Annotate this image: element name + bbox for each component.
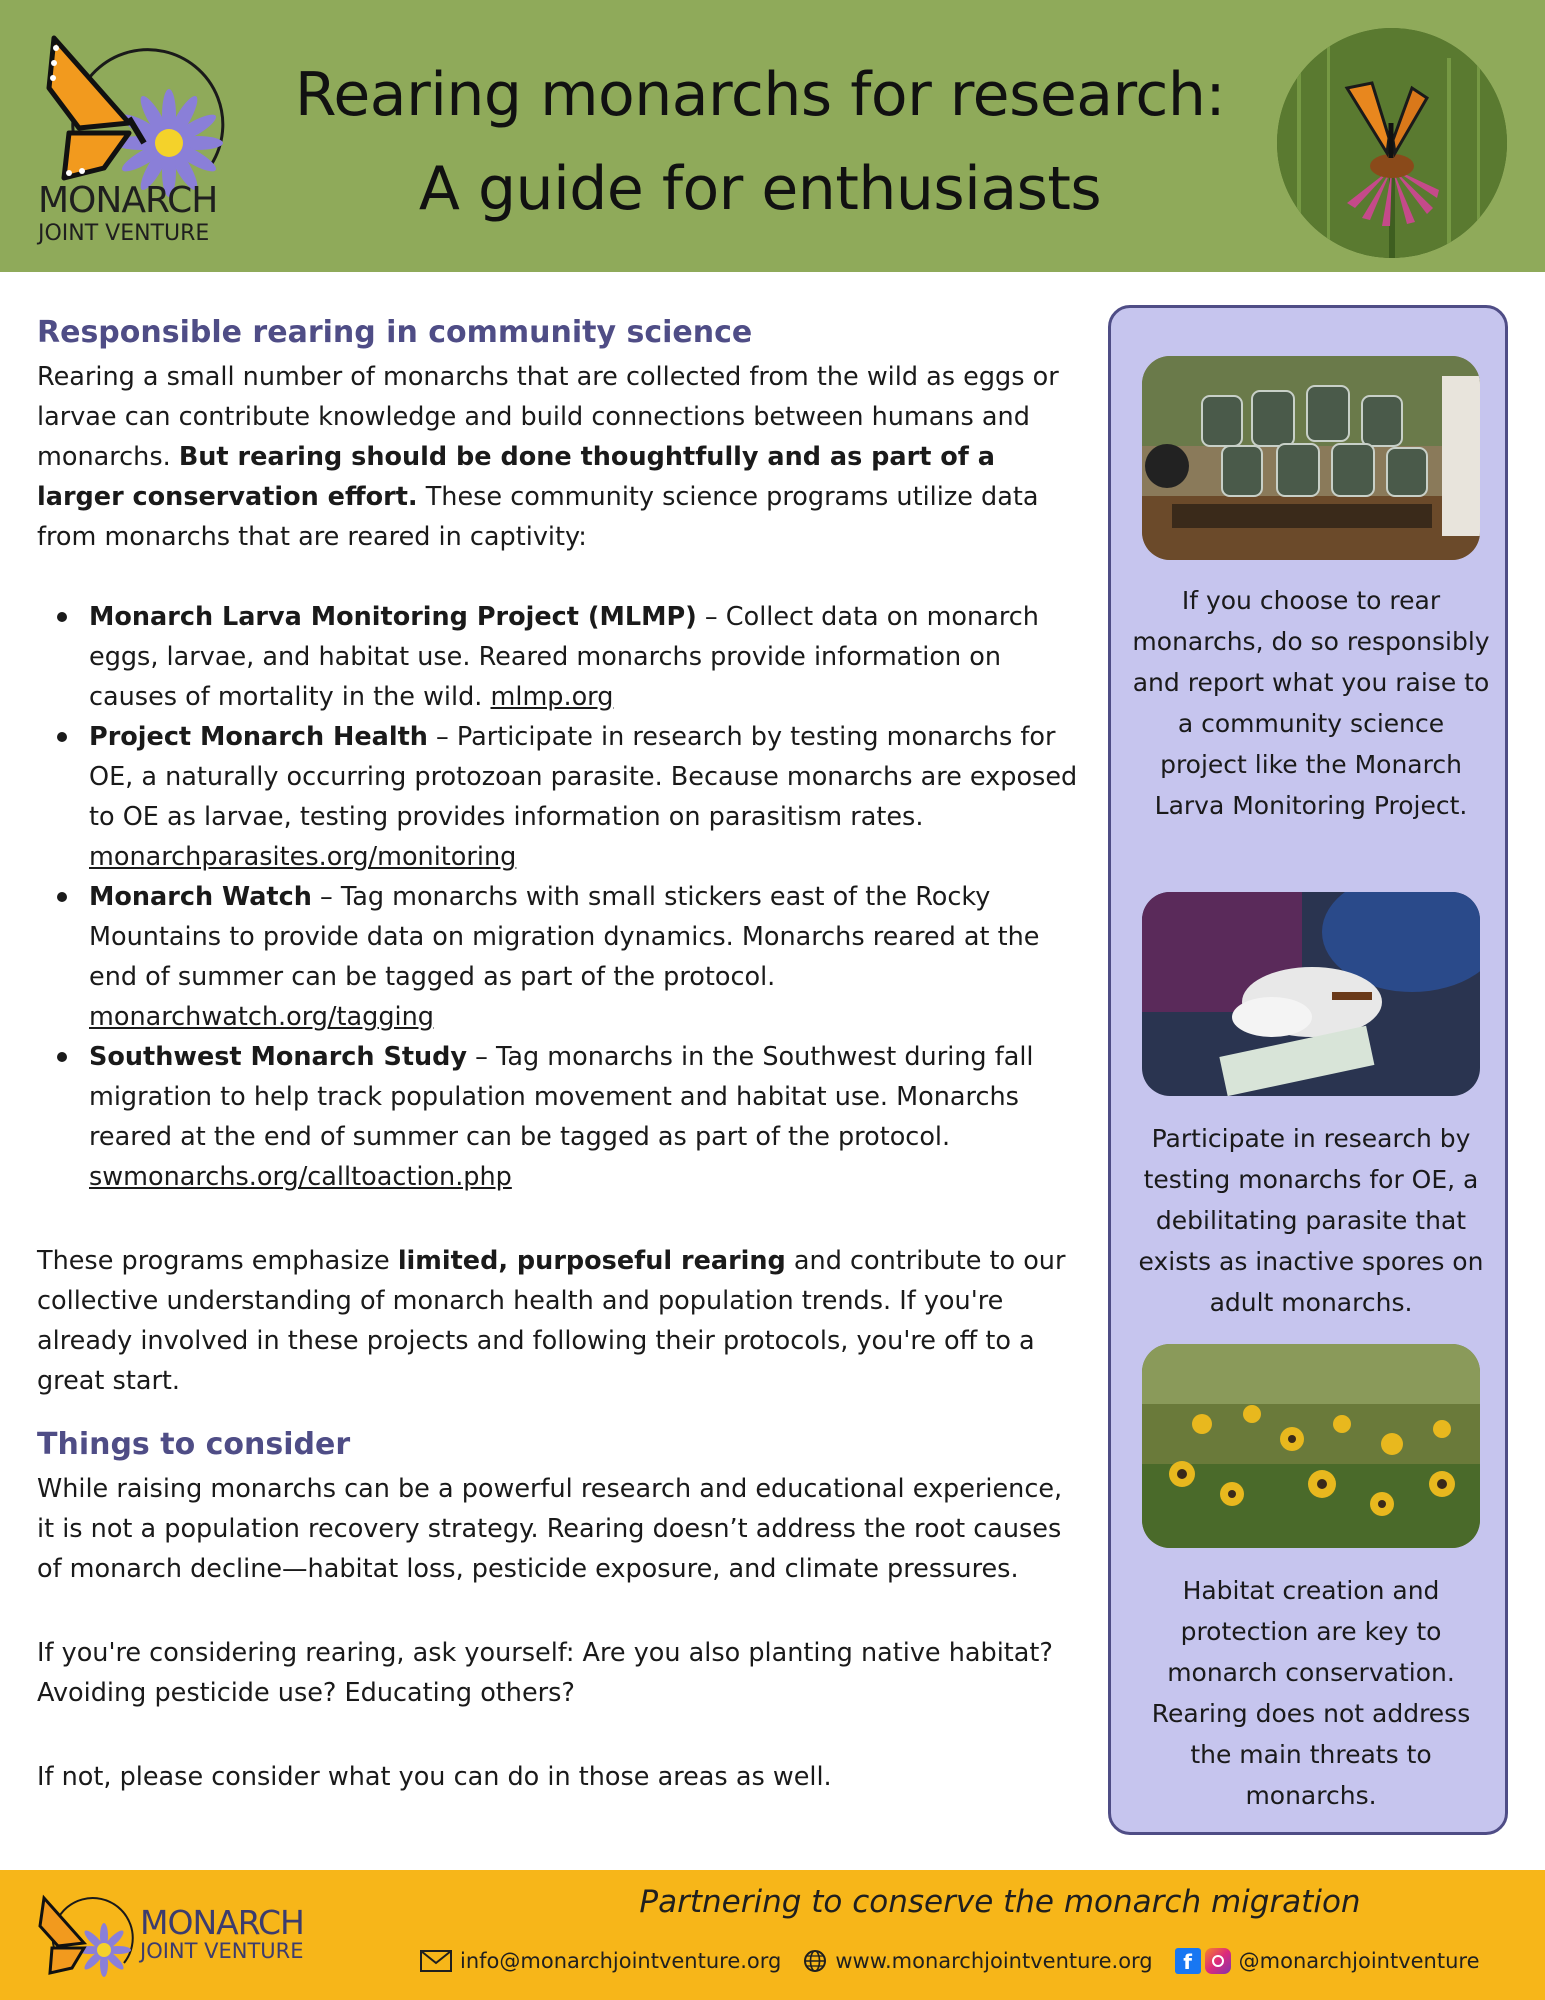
list-item bbox=[37, 877, 1087, 1037]
program-description: – Tag monarchs with small stickers east of the Rocky Mountains to provide data on migration dynamics. Monarchs reared at the end of summer can be tagged as part of the protocol. bbox=[89, 882, 1040, 992]
page-title bbox=[270, 48, 1250, 236]
program-link[interactable]: swmonarchs.org/calltoaction.php bbox=[89, 1162, 512, 1192]
envelope-icon bbox=[420, 1950, 452, 1972]
consider-paragraph-2: If you're considering rearing, ask yourself: Are you also planting native habitat? Avoiding pesticide use? Educating others? bbox=[37, 1638, 1053, 1708]
intro-text-bold: But rearing should be done thoughtfully and as part of a larger conservation effort. bbox=[37, 442, 995, 512]
coneflower-photo-illustration bbox=[1277, 28, 1507, 258]
social-contact[interactable] bbox=[1175, 1948, 1480, 1974]
title-line-1: Rearing monarchs for research: bbox=[294, 60, 1226, 130]
program-name: Monarch Watch bbox=[89, 882, 312, 912]
email-contact[interactable] bbox=[420, 1949, 781, 1973]
prairie-flowers-illustration bbox=[1142, 1344, 1480, 1548]
footer-wordmark-big: MONARCH bbox=[140, 1903, 304, 1942]
rearing-jars-illustration bbox=[1142, 356, 1480, 560]
main-content bbox=[37, 313, 1087, 1797]
program-description: – Collect data on monarch eggs, larvae, and habitat use. Reared monarchs provide information on causes of mortality in the wild. bbox=[89, 602, 1039, 712]
summary-text-bold: limited, purposeful rearing bbox=[397, 1246, 786, 1276]
program-name: Project Monarch Health bbox=[89, 722, 428, 752]
program-link[interactable]: monarchwatch.org/tagging bbox=[89, 1002, 434, 1032]
footer-contact-row bbox=[420, 1948, 1520, 1974]
monarch-on-coneflower-photo bbox=[1277, 28, 1507, 258]
header-logo-text bbox=[38, 180, 258, 246]
program-link[interactable]: monarchparasites.org/monitoring bbox=[89, 842, 517, 872]
program-list bbox=[37, 597, 1087, 1197]
intro-text-b: These community science programs utilize data from monarchs that are reared in captivity: bbox=[37, 482, 1039, 552]
facebook-icon[interactable]: f bbox=[1175, 1948, 1201, 1974]
programs-summary-paragraph bbox=[37, 1241, 1087, 1401]
footer-tagline: Partnering to conserve the monarch migration bbox=[639, 1884, 1361, 1920]
program-link[interactable]: mlmp.org bbox=[490, 682, 614, 712]
prairie-flowers-photo bbox=[1142, 1344, 1480, 1548]
instagram-icon[interactable] bbox=[1205, 1948, 1231, 1974]
list-item bbox=[37, 717, 1087, 877]
email-address[interactable]: info@monarchjointventure.org bbox=[460, 1949, 782, 1973]
website-contact[interactable] bbox=[803, 1949, 1152, 1973]
rearing-jars-photo bbox=[1142, 356, 1480, 560]
sidebar-caption-3: Habitat creation and protection are key to monarch conservation. Rearing does not address the main threats to monarchs. bbox=[1151, 1576, 1471, 1810]
website-url[interactable]: www.monarchjointventure.org bbox=[835, 1949, 1153, 1973]
oe-testing-photo bbox=[1142, 892, 1480, 1096]
footer-logo-text bbox=[140, 1903, 304, 1963]
program-description: – Participate in research by testing monarchs for OE, a naturally occurring protozoan parasite. Because monarchs are exposed to OE as larvae, testing provides information on parasitism rates. bbox=[89, 722, 1078, 832]
sidebar-panel bbox=[1108, 305, 1508, 1835]
program-name: Southwest Monarch Study bbox=[89, 1042, 468, 1072]
title-line-2: A guide for enthusiasts bbox=[418, 154, 1102, 224]
program-description: – Tag monarchs in the Southwest during fall migration to help track population movement and habitat use. Monarchs reared at the end of summer can be tagged as part of the protocol. bbox=[89, 1042, 1034, 1152]
logo-wordmark-big: MONARCH bbox=[38, 180, 218, 221]
consider-paragraph-1: While raising monarchs can be a powerful research and educational experience, it is not a population recovery strategy. Rearing doesn’t address the root causes of monarch decline—habitat loss, pesticide exposure, and climate pressures. bbox=[37, 1474, 1063, 1584]
intro-paragraph bbox=[37, 357, 1087, 557]
summary-text-b: and contribute to our collective understanding of monarch health and population trends. If you're already involved in these projects and following their protocols, you're off to a great start. bbox=[37, 1246, 1066, 1396]
social-handle[interactable]: @monarchjointventure bbox=[1238, 1949, 1480, 1973]
consider-paragraph-3: If not, please consider what you can do in those areas as well. bbox=[37, 1762, 832, 1792]
monarch-butterfly-logo-icon bbox=[34, 1888, 144, 1988]
list-item bbox=[37, 1037, 1087, 1197]
section-heading-responsible-rearing: Responsible rearing in community science bbox=[37, 315, 753, 350]
program-name: Monarch Larva Monitoring Project (MLMP) bbox=[89, 602, 697, 632]
header-banner bbox=[0, 0, 1545, 272]
sidebar-caption-2: Participate in research by testing monarchs for OE, a debilitating parasite that exists as inactive spores on adult monarchs. bbox=[1138, 1124, 1484, 1317]
intro-text-a: Rearing a small number of monarchs that are collected from the wild as eggs or larvae can contribute knowledge and build connections between humans and monarchs. bbox=[37, 362, 1059, 472]
section-heading-things-to-consider: Things to consider bbox=[37, 1427, 351, 1462]
footer-wordmark-small: JOINT VENTURE bbox=[140, 1939, 304, 1963]
logo-wordmark-small: JOINT VENTURE bbox=[38, 221, 210, 246]
list-item bbox=[37, 597, 1087, 717]
oe-testing-illustration bbox=[1142, 892, 1480, 1096]
summary-text-a: These programs emphasize bbox=[37, 1246, 398, 1276]
sidebar-caption-1: If you choose to rear monarchs, do so responsibly and report what you raise to a community science project like the Monarch Larva Monitoring Project. bbox=[1132, 586, 1490, 820]
footer-banner bbox=[0, 1870, 1545, 2000]
globe-icon bbox=[803, 1949, 827, 1973]
